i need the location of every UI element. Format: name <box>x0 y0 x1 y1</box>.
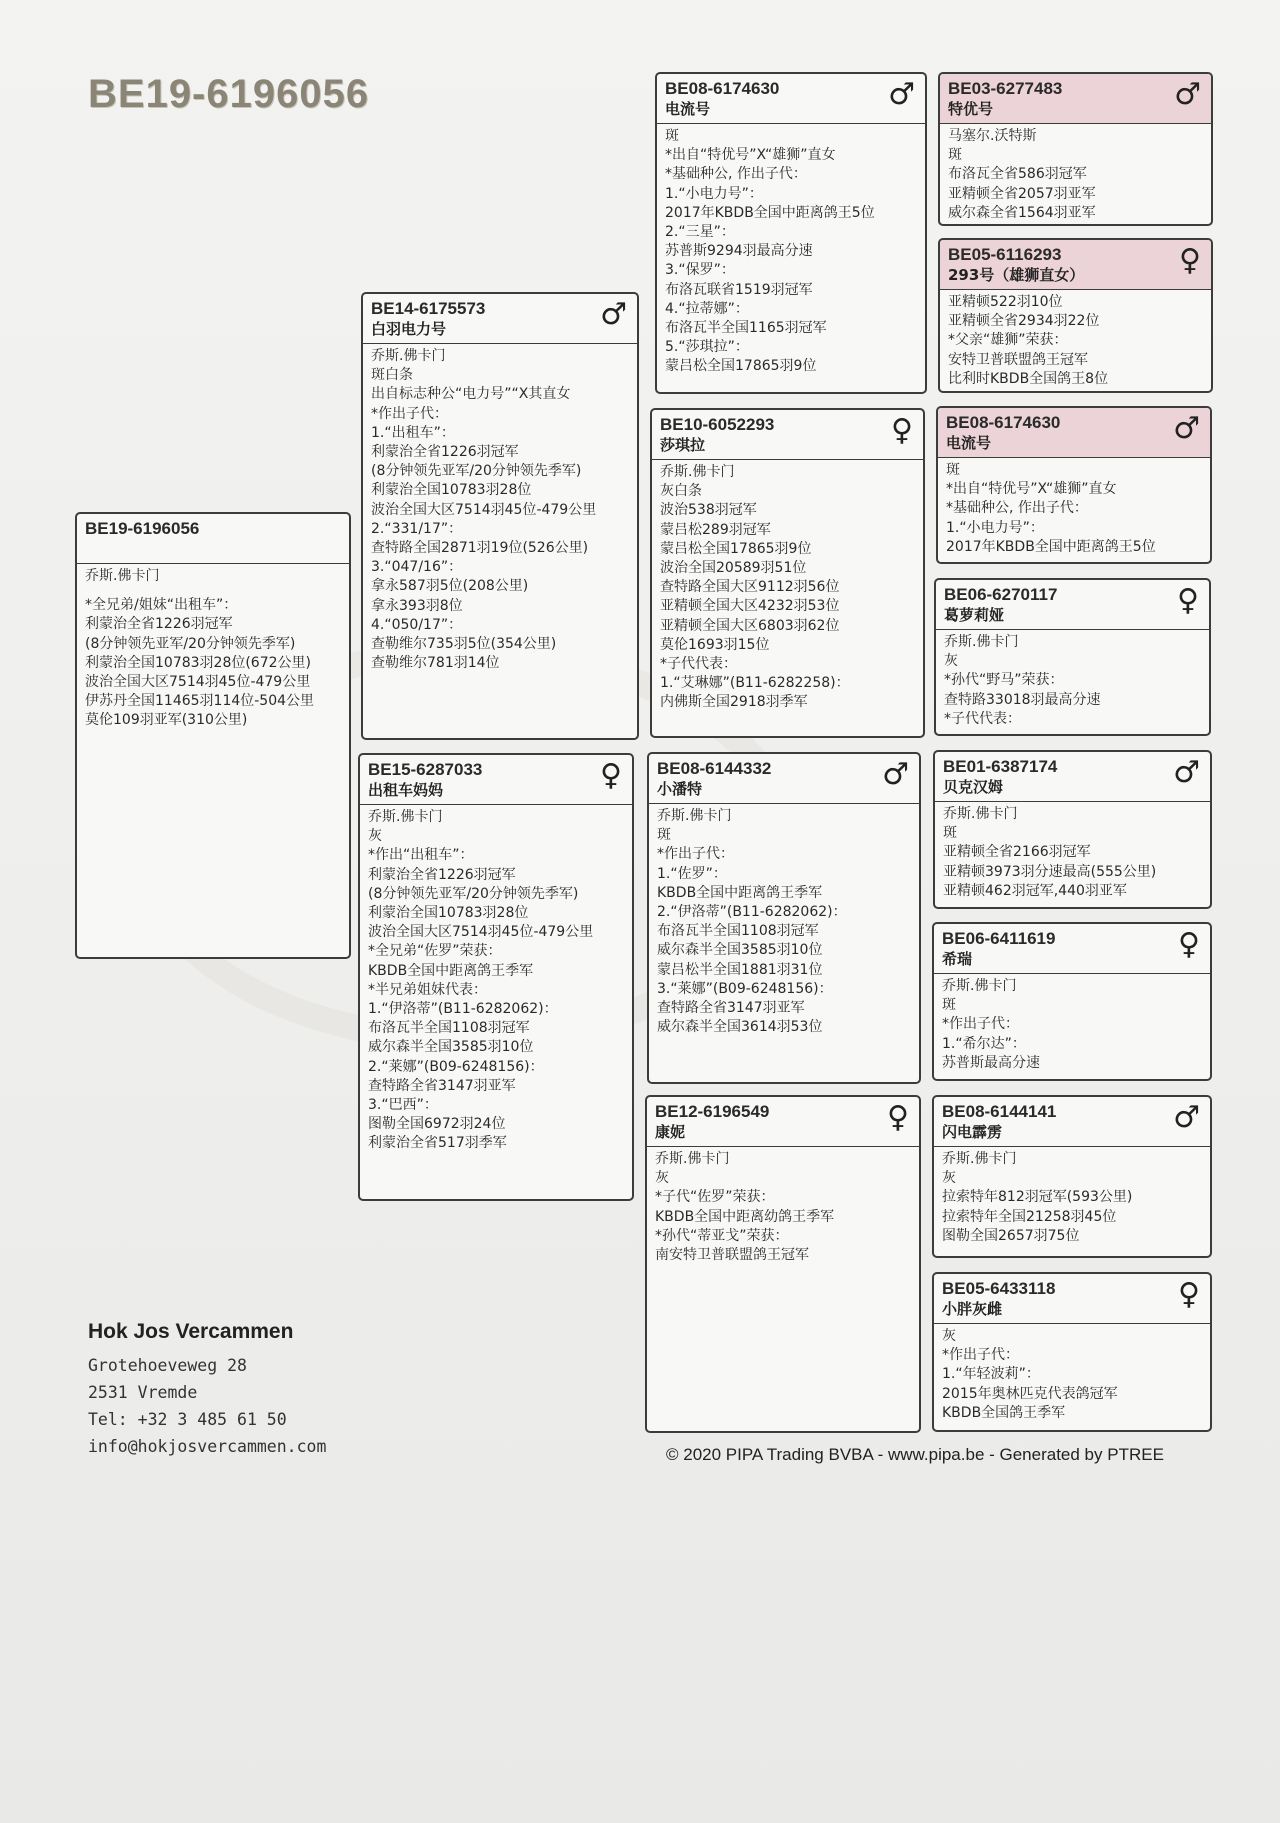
info-line: 布洛瓦半全国1108羽冠军 <box>368 1020 530 1037</box>
ring-number: BE08-6174630 <box>946 413 1061 432</box>
info-line: 2017年KBDB全国中距离鸽王5位 <box>665 204 875 221</box>
footer-credit: © 2020 PIPA Trading BVBA - www.pipa.be - Generated by PTREE <box>666 1445 1164 1464</box>
info-line: 2.“三星”： <box>665 224 735 241</box>
pedigree-card-subject <box>75 512 351 959</box>
pigeon-name: 出租车妈妈 <box>368 781 444 799</box>
card-body <box>934 1324 1210 1427</box>
contact-block <box>88 1320 326 1460</box>
info-line: 2.“331/17”： <box>371 520 463 537</box>
info-line: 威尔森半全国3585羽10位 <box>657 942 823 959</box>
info-line: 蒙吕松半全国1881羽31位 <box>657 961 823 978</box>
info-line: *子代代表： <box>660 656 737 673</box>
info-line: 1.“小电力号”： <box>665 185 763 202</box>
card-body <box>360 805 632 1158</box>
address-line: Grotehoeveweg 28 <box>88 1356 247 1375</box>
pedigree-card-sdd <box>934 578 1211 736</box>
info-line: 1.“年轻波莉”： <box>942 1366 1040 1383</box>
ring-number: BE14-6175573 <box>371 299 486 318</box>
pigeon-name: 贝克汉姆 <box>943 778 1004 796</box>
info-line: 利蒙治全省1226羽冠军 <box>85 616 233 633</box>
phone-line: Tel: +32 3 485 61 50 <box>88 1410 287 1429</box>
info-line: *孙代“野马”荣获： <box>944 672 1064 689</box>
info-line: 布洛瓦联省1519羽冠军 <box>665 281 813 298</box>
male-symbol-icon: ♂ <box>1173 755 1200 790</box>
info-line: 莫伦1693羽15位 <box>660 636 770 653</box>
info-line: 查特路33018羽最高分速 <box>944 691 1101 708</box>
pedigree-card-ddd <box>932 1272 1212 1432</box>
male-symbol-icon: ♂ <box>882 757 909 792</box>
card-header <box>934 924 1210 974</box>
card-header <box>77 514 349 564</box>
male-symbol-icon: ♂ <box>1174 77 1201 112</box>
info-line: 南安特卫普联盟鸽王冠军 <box>655 1247 809 1264</box>
pigeon-name: 293号（雄狮直女） <box>948 266 1085 284</box>
female-symbol-icon: ♀ <box>1179 243 1201 278</box>
info-line: 灰 <box>944 653 958 670</box>
info-line: 波治538羽冠军 <box>660 502 757 519</box>
info-line: 亚精顿全省2934羽22位 <box>948 313 1100 330</box>
card-header <box>935 752 1210 802</box>
info-line: 2.“伊洛蒂”(B11-6282062)： <box>657 904 847 921</box>
info-line: *作出“出租车”： <box>368 847 474 864</box>
info-line: 亚精顿全省2057羽亚军 <box>948 185 1096 202</box>
info-line: *作出子代： <box>371 405 448 422</box>
info-line: 亚精顿全国大区6803羽62位 <box>660 617 840 634</box>
info-line: 4.“050/17”： <box>371 616 463 633</box>
info-line: 波治全国20589羽51位 <box>660 560 807 577</box>
card-header <box>360 755 632 805</box>
info-line: (8分钟领先亚军/20分钟领先季军) <box>85 635 296 652</box>
info-line: 乔斯.佛卡门 <box>942 1151 1017 1167</box>
card-body <box>936 630 1209 733</box>
info-line: 莫伦109羽亚军(310公里) <box>85 712 248 729</box>
info-line: 乔斯.佛卡门 <box>942 978 1017 994</box>
info-line: 查特路全国大区9112羽56位 <box>660 579 840 596</box>
info-line: (8分钟领先亚军/20分钟领先季军) <box>368 885 579 902</box>
info-line: 乔斯.佛卡门 <box>368 809 443 825</box>
card-body <box>77 564 349 735</box>
info-line: 乔斯.佛卡门 <box>660 464 735 480</box>
info-line: 斑 <box>948 147 962 164</box>
info-line: *全兄弟“佐罗”荣获： <box>368 943 502 960</box>
info-line: *作出子代： <box>942 1016 1019 1033</box>
info-line: 1.“小电力号”： <box>946 519 1044 536</box>
info-line: 拉索特年812羽冠军(593公里) <box>942 1189 1133 1206</box>
info-line: *子代代表： <box>944 710 1021 727</box>
info-line: 亚精顿全省2166羽冠军 <box>943 844 1091 861</box>
info-line: 斑 <box>942 997 956 1014</box>
info-line: 灰 <box>368 828 382 845</box>
info-line: *基础种公, 作出子代： <box>946 500 1088 517</box>
pigeon-name: 小胖灰雌 <box>942 1300 1003 1318</box>
info-line: 威尔森半全国3585羽10位 <box>368 1039 534 1056</box>
pigeon-name: 希瑞 <box>942 950 973 968</box>
info-line: 利蒙治全省1226羽冠军 <box>368 866 516 883</box>
info-line: 2015年奥林匹克代表鸽冠军 <box>942 1385 1118 1402</box>
info-line: 拿永393羽8位 <box>371 597 463 614</box>
ring-number: BE10-6052293 <box>660 415 775 434</box>
card-header <box>936 580 1209 630</box>
info-line: *全兄弟/姐妹“出租车”： <box>85 597 238 614</box>
card-body <box>940 124 1211 226</box>
pigeon-name: 白羽电力号 <box>371 320 447 338</box>
card-body <box>649 804 919 1041</box>
info-line: 斑 <box>665 128 679 144</box>
info-line: KBDB全国中距离鸽王季军 <box>657 884 823 901</box>
ring-number: BE06-6270117 <box>944 585 1058 604</box>
info-line: 1.“佐罗”： <box>657 865 727 882</box>
pigeon-name: 闪电霹雳 <box>942 1123 1003 1141</box>
info-line: 亚精顿522羽10位 <box>948 294 1063 310</box>
info-line: KBDB全国中距离幼鸽王季军 <box>655 1208 835 1225</box>
email-link[interactable]: info@hokjosvercammen.com <box>88 1437 327 1456</box>
info-line: KBDB全国中距离鸽王季军 <box>368 962 534 979</box>
info-line: 利蒙治全国10783羽28位(672公里) <box>85 654 311 671</box>
female-symbol-icon: ♀ <box>887 1100 909 1135</box>
info-line: 安特卫普联盟鸽王冠军 <box>948 351 1088 368</box>
info-line: 查勒维尔781羽14位 <box>371 655 500 672</box>
info-line: 3.“巴西”： <box>368 1097 438 1114</box>
info-line: 布洛瓦半全国1165羽冠军 <box>665 320 827 337</box>
card-body <box>647 1147 919 1269</box>
pigeon-name: 电流号 <box>665 100 711 118</box>
city-line: 2531 Vremde <box>88 1383 198 1402</box>
info-line: 波治全国大区7514羽45位-479公里 <box>368 924 594 941</box>
info-line: 利蒙治全省517羽季军 <box>368 1135 507 1152</box>
info-line: 5.“莎琪拉”： <box>665 339 749 356</box>
pigeon-name: 葛萝莉娅 <box>944 606 1005 624</box>
female-symbol-icon: ♀ <box>891 413 913 448</box>
info-line: *父亲“雄狮”荣获： <box>948 332 1068 349</box>
info-line: *作出子代： <box>657 846 734 863</box>
info-line: KBDB全国鸽王季军 <box>942 1404 1066 1421</box>
male-symbol-icon: ♂ <box>600 297 627 332</box>
card-body <box>652 460 923 717</box>
info-line: 查勒维尔735羽5位(354公里) <box>371 636 557 653</box>
female-symbol-icon: ♀ <box>600 758 622 793</box>
info-line: 威尔森全省1564羽亚军 <box>948 204 1096 221</box>
male-symbol-icon: ♂ <box>1173 411 1200 446</box>
info-line: 4.“拉蒂娜”： <box>665 300 749 317</box>
card-header <box>940 74 1211 124</box>
info-line: 拉索特年全国21258羽45位 <box>942 1208 1117 1225</box>
pigeon-name: 莎琪拉 <box>660 436 706 454</box>
info-line: 灰白条 <box>660 483 702 500</box>
info-line: 布洛瓦半全国1108羽冠军 <box>657 923 819 940</box>
card-header <box>657 74 925 124</box>
info-line: 布洛瓦全省586羽冠军 <box>948 166 1087 183</box>
info-line: 乔斯.佛卡门 <box>655 1151 730 1167</box>
ring-number: BE08-6144332 <box>657 759 772 778</box>
card-header <box>363 294 637 344</box>
card-body <box>940 290 1211 393</box>
pigeon-name: 特优号 <box>948 100 994 118</box>
card-body <box>935 802 1210 905</box>
ring-number: BE15-6287033 <box>368 760 483 779</box>
pedigree-card-dsd <box>932 922 1212 1081</box>
card-header <box>649 754 919 804</box>
info-line: 苏普斯最高分速 <box>942 1054 1040 1071</box>
pedigree-card-sss <box>938 72 1213 226</box>
info-line <box>85 586 341 596</box>
info-line: *出自“特优号”X“雄狮”直女 <box>665 147 836 164</box>
info-line: 查特路全国2871羽19位(526公里) <box>371 540 589 557</box>
male-symbol-icon: ♂ <box>1173 1100 1200 1135</box>
pedigree-card-sire-dam <box>650 408 925 738</box>
info-line: 比利时KBDB全国鸽王8位 <box>948 370 1109 387</box>
card-body <box>938 458 1210 561</box>
info-line: 3.“保罗”： <box>665 262 735 279</box>
info-line: 内佛斯全国2918羽季军 <box>660 694 808 711</box>
info-line: *半兄弟姐妹代表： <box>368 981 487 998</box>
info-line: *出自“特优号”X“雄狮”直女 <box>946 481 1117 498</box>
info-line: 伊苏丹全国11465羽114位-504公里 <box>85 693 315 710</box>
info-line: 斑 <box>946 462 960 478</box>
pedigree-card-sire-sire <box>655 72 927 394</box>
info-line: 查特路全省3147羽亚军 <box>368 1077 516 1094</box>
pedigree-card-dss <box>933 750 1212 909</box>
info-line: 马塞尔.沃特斯 <box>948 128 1037 144</box>
info-line: 灰 <box>942 1328 956 1344</box>
ring-number: BE12-6196549 <box>655 1102 770 1121</box>
card-header <box>938 408 1210 458</box>
pedigree-card-dds <box>932 1095 1212 1258</box>
info-line: 蒙吕松全国17865羽9位 <box>660 540 812 557</box>
info-line: 利蒙治全国10783羽28位 <box>371 482 532 499</box>
female-symbol-icon: ♀ <box>1178 1277 1200 1312</box>
ring-number: BE05-6433118 <box>942 1279 1056 1298</box>
info-line: (8分钟领先亚军/20分钟领先季军) <box>371 463 582 480</box>
pigeon-name <box>85 539 341 559</box>
info-line: 斑 <box>657 827 671 844</box>
info-line: 2.“莱娜”(B09-6248156)： <box>368 1058 544 1075</box>
card-body <box>363 344 637 677</box>
info-line: 3.“莱娜”(B09-6248156)： <box>657 980 833 997</box>
info-line: 亚精顿3973羽分速最高(555公里) <box>943 863 1157 880</box>
info-line: 2017年KBDB全国中距离鸽王5位 <box>946 538 1156 555</box>
info-line: *孙代“蒂亚戈”荣获： <box>655 1227 789 1244</box>
info-line: 乔斯.佛卡门 <box>944 634 1019 650</box>
pedigree-card-dam-dam <box>645 1095 921 1433</box>
ring-number: BE01-6387174 <box>943 757 1058 776</box>
info-line: 蒙吕松全国17865羽9位 <box>665 358 817 375</box>
female-symbol-icon: ♀ <box>1178 927 1200 962</box>
ring-number: BE08-6144141 <box>942 1102 1057 1121</box>
info-line: 1.“艾琳娜”(B11-6282258)： <box>660 675 850 692</box>
ring-number: BE19-6196056 <box>85 519 200 538</box>
info-line: 斑 <box>943 825 957 842</box>
pedigree-card-ssd <box>938 238 1213 393</box>
card-body <box>934 974 1210 1077</box>
info-line: 波治全国大区7514羽45位-479公里 <box>371 501 597 518</box>
info-line: *基础种公, 作出子代： <box>665 166 807 183</box>
info-line: 灰 <box>655 1170 669 1187</box>
male-symbol-icon: ♂ <box>888 77 915 112</box>
info-line: 1.“出租车”： <box>371 424 455 441</box>
info-line: 拿永587羽5位(208公里) <box>371 578 529 595</box>
pigeon-name: 小潘特 <box>657 780 703 798</box>
info-line: 利蒙治全国10783羽28位 <box>368 905 529 922</box>
pigeon-name: 康妮 <box>655 1123 686 1141</box>
info-line: 乔斯.佛卡门 <box>943 806 1018 822</box>
info-line: 亚精顿全国大区4232羽53位 <box>660 598 840 615</box>
ring-number: BE08-6174630 <box>665 79 780 98</box>
info-line: 灰 <box>942 1170 956 1187</box>
info-line: 苏普斯9294羽最高分速 <box>665 243 813 260</box>
info-line: 出自标志种公“电力号”“X其直女 <box>371 386 571 403</box>
card-header <box>934 1274 1210 1324</box>
info-line: 乔斯.佛卡门 <box>85 568 160 584</box>
info-line: 图勒全国6972羽24位 <box>368 1116 506 1133</box>
info-line: 1.“伊洛蒂”(B11-6282062)： <box>368 1001 558 1018</box>
pedigree-card-dam <box>358 753 634 1201</box>
company-name: Hok Jos Vercammen <box>88 1320 294 1343</box>
info-line: 蒙吕松289羽冠军 <box>660 521 771 538</box>
page-title: BE19-6196056 <box>88 72 370 116</box>
ring-number: BE05-6116293 <box>948 245 1062 264</box>
pedigree-card-dam-sire <box>647 752 921 1084</box>
pigeon-name: 电流号 <box>946 434 992 452</box>
female-symbol-icon: ♀ <box>1177 583 1199 618</box>
info-line: 乔斯.佛卡门 <box>657 808 732 824</box>
ring-number: BE06-6411619 <box>942 929 1056 948</box>
card-header <box>934 1097 1210 1147</box>
card-body <box>934 1147 1210 1250</box>
card-header <box>940 240 1211 290</box>
info-line: 利蒙治全省1226羽冠军 <box>371 444 519 461</box>
info-line: 波治全国大区7514羽45位-479公里 <box>85 674 311 691</box>
card-body <box>657 124 925 381</box>
info-line: 查特路全省3147羽亚军 <box>657 1000 805 1017</box>
info-line: 3.“047/16”： <box>371 559 463 576</box>
info-line: 乔斯.佛卡门 <box>371 348 446 364</box>
info-line: *作出子代： <box>942 1347 1019 1364</box>
info-line: 亚精顿462羽冠军,440羽亚军 <box>943 882 1127 899</box>
info-line: 图勒全国2657羽75位 <box>942 1227 1080 1244</box>
info-line: 斑白条 <box>371 367 413 384</box>
info-line: *子代“佐罗”荣获： <box>655 1189 775 1206</box>
ring-number: BE03-6277483 <box>948 79 1063 98</box>
card-header <box>647 1097 919 1147</box>
card-header <box>652 410 923 460</box>
pedigree-card-sire <box>361 292 639 740</box>
info-line: 威尔森半全国3614羽53位 <box>657 1019 823 1036</box>
info-line: 1.“希尔达”： <box>942 1035 1026 1052</box>
pedigree-card-sds <box>936 406 1212 564</box>
